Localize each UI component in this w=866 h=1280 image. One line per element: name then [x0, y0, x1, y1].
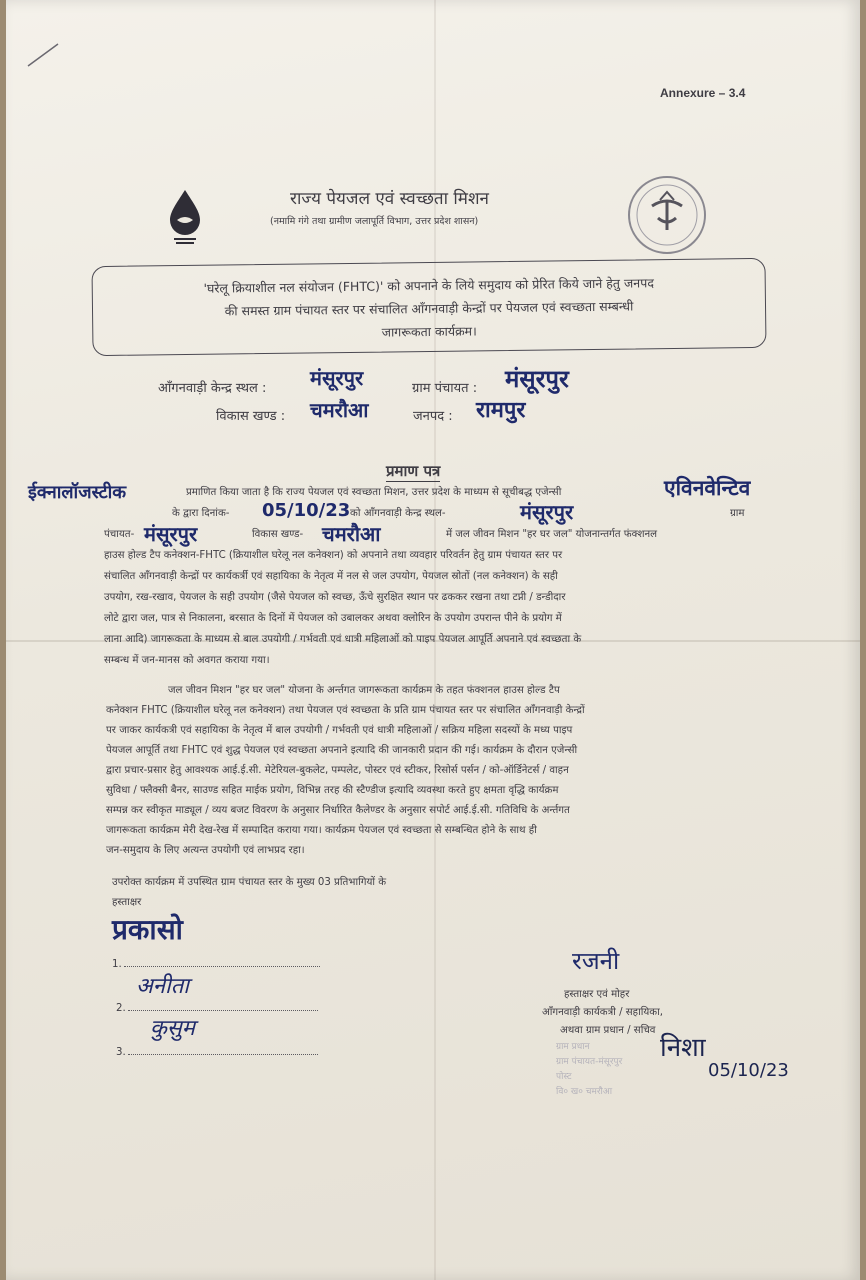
participant-3-line — [128, 1054, 318, 1055]
para1-line4: हाउस होल्ड टैप कनेक्शन-FHTC (क्रियाशील घरेलू नल कनेक्शन) को अपनाने तथा व्यवहार परिवर्तन हेतु ग्राम पंचायत स्तर पर — [104, 550, 563, 561]
participant-1-line — [124, 966, 320, 967]
participant-3-signature: कुसुम — [150, 1016, 195, 1041]
stamp-line-3: पोस्ट — [556, 1072, 572, 1082]
program-title-line-1: 'घरेलू क्रियाशील नल संयोजन (FHTC)' को अपनाने के लिये समुदाय को प्रेरित किये जाने हेतु जनपद — [203, 275, 655, 296]
para2-line1: जल जीवन मिशन "हर घर जल" योजना के अर्न्तगत जागरूकता कार्यक्रम के तहत फंक्शनल हाउस होल्ड टैप — [168, 685, 560, 696]
participant-2-signature: अनीता — [136, 974, 189, 999]
para2-line7: सम्पन्न कर स्वीकृत माड्यूल / व्यय बजट विवरण के अनुसार निर्धारित कैलेण्डर के अनुसार सपोर्ट आई.ई.सी. गतिविधि के अर्न्तगत — [106, 805, 570, 816]
annexure-label: Annexure – 3.4 — [660, 86, 746, 100]
organization-subtitle: (नमामि गंगे तथा ग्रामीण जलापूर्ति विभाग, उत्तर प्रदेश शासन) — [270, 216, 479, 227]
signatory-label-1: हस्ताक्षर एवं मोहर — [564, 989, 630, 1000]
handwritten-agency-name: एविनवेन्टिव — [664, 476, 751, 500]
water-mission-logo-icon — [160, 186, 210, 246]
participant-3-number: 3. — [116, 1047, 126, 1058]
para1-line2c: ग्राम — [730, 508, 745, 519]
para2-line4: पेयजल आपूर्ति तथा FHTC एवं शुद्ध पेयजल एवं स्वच्छता अपनाने इत्यादि की जानकारी प्रदान की गई। कार्यक्रम के दौरान एजेन्सी — [106, 745, 578, 756]
program-title-box — [91, 258, 766, 356]
worker-signature: रजनी — [572, 947, 620, 975]
para1-line9: सम्बन्ध में जन-मानस को अवगत कराया गया। — [104, 655, 270, 666]
participant-2-number: 2. — [116, 1003, 126, 1014]
para1-line2a: के द्वारा दिनांक- — [172, 508, 230, 519]
block-value: चमरौआ — [310, 398, 369, 422]
participants-signature-label: हस्ताक्षर — [112, 897, 142, 908]
stamp-line-4: वि० ख० चमरौआ — [556, 1087, 613, 1097]
district-value: रामपुर — [476, 398, 526, 423]
para1-line2b: को आँगनवाड़ी केन्द्र स्थल- — [350, 508, 446, 519]
handwritten-panchayat: मंसूरपुर — [144, 522, 198, 546]
para1-line7: लोटे द्वारा जल, पात्र से निकालना, बरसात के दिनों में पेयजल को उबालकर अथवा क्लोरिन के उपयोग उपरान्त पीने के प्रयोग में — [104, 613, 562, 624]
para1-line8: लाना आदि) जागरूकता के माध्यम से बाल उपयोगी / गर्भवती एवं धात्री महिलाओं को पाइप पेयजल आपूर्ति अपनाने एवं स्वच्छता के — [104, 634, 582, 645]
centre-label: आँगनवाड़ी केन्द्र स्थल : — [158, 381, 267, 396]
para1-line6: उपयोग, रख-रखाव, पेयजल के सही उपयोग (जैसे पेयजल को स्वच्छ, ऊँचे सुरक्षित स्थान पर ढककर रखना तथा टप्नी / डन्डीदार — [104, 592, 566, 603]
organization-title: राज्य पेयजल एवं स्वच्छता मिशन — [290, 189, 489, 209]
handwritten-date: 05/10/23 — [262, 500, 351, 521]
stamp-line-2: ग्राम पंचायत-मंसूरपुर — [556, 1057, 623, 1067]
para2-line3: पर जाकर कार्यकत्री एवं सहायिका के नेतृत्व में बाल उपयोगी / गर्भवती एवं धात्री महिलाओं / सक्रिय महिला सदस्यों के मध्य पाइप — [106, 725, 573, 736]
handwritten-village: मंसूरपुर — [520, 500, 574, 524]
para2-line9: जन-समुदाय के लिए अत्यन्त उपयोगी एवं लाभप्रद रहा। — [106, 845, 305, 856]
handwritten-block: चमरौआ — [322, 522, 381, 546]
panchayat-label: ग्राम पंचायत : — [412, 381, 478, 396]
panchayat-value: मंसूरपुर — [505, 365, 569, 393]
para1-line3b: विकास खण्ड- — [252, 529, 304, 540]
participant-2-line — [128, 1010, 318, 1011]
signatory-label-3: अथवा ग्राम प्रधान / सचिव — [560, 1025, 656, 1036]
stamp-line-1: ग्राम प्रधान — [556, 1042, 590, 1052]
pradhan-signature-date: 05/10/23 — [708, 1060, 789, 1081]
para2-line2: कनेक्शन FHTC (क्रियाशील घरेलू नल कनेक्शन) तथा पेयजल एवं स्वच्छता के प्रति ग्राम पंचायत स्तर पर संचालित आँगनवाड़ी केन्द्रों — [106, 705, 585, 716]
pradhan-signature: निशा — [660, 1033, 706, 1063]
para2-line8: जागरूकता कार्यक्रम मेरी देख-रेख में सम्पादित कराया गया। कार्यक्रम पेयजल एवं स्वच्छता से सम्बन्धित होने के साथ ही — [106, 825, 537, 836]
handwritten-agency-prefix: ईक्नालॉजस्टीक — [28, 482, 127, 503]
para1-line3c: में जल जीवन मिशन "हर घर जल" योजनान्तर्गत फंक्शनल — [446, 529, 658, 540]
participant-1-number: 1. — [112, 959, 122, 970]
para1-line1: प्रमाणित किया जाता है कि राज्य पेयजल एवं स्वच्छता मिशन, उत्तर प्रदेश के माध्यम से सूचीबद्ध एजेन्सी — [186, 487, 562, 498]
centre-value: मंसूरपुर — [310, 366, 364, 390]
block-label: विकास खण्ड : — [216, 409, 286, 424]
para2-line5: द्वारा प्रचार-प्रसार हेतु आवश्यक आई.ई.सी. मेटेरियल-बुकलेट, पम्पलेट, पोस्टर एवं स्टीकर, रिसोर्स पर्सन / को-ऑर्डिनेटर्स / वाहन — [106, 765, 569, 776]
para1-line3a: पंचायत- — [104, 529, 135, 540]
participants-intro: उपरोक्त कार्यक्रम में उपस्थित ग्राम पंचायत स्तर के मुख्य 03 प्रतिभागियों के — [112, 877, 387, 888]
district-label: जनपद : — [413, 409, 453, 424]
program-title-line-3: जागरूकता कार्यक्रम। — [381, 323, 477, 340]
participant-1-signature: प्रकासो — [112, 913, 183, 946]
para1-line5: संचालित आँगनवाड़ी केन्द्रों पर कार्यकर्त्री एवं सहायिका के नेतृत्व में नल से जल उपयोग, पेयजल स्रोतों (नल कनेक्शन) के सही — [104, 571, 558, 582]
up-government-emblem-icon — [622, 170, 712, 260]
signatory-label-2: आँगनवाड़ी कार्यकत्री / सहायिका, — [542, 1007, 663, 1018]
para2-line6: सुविधा / फ्लैक्सी बैनर, साउण्ड सहित माईक प्रयोग, विभिन्न तरह की स्टैण्डीज इत्यादि व्यवस्था करते हुए क्षमता वृद्धि कार्यक्रम — [106, 785, 559, 796]
pen-mark — [24, 40, 64, 70]
certificate-title: प्रमाण पत्र — [386, 462, 441, 480]
program-title-line-2: की समस्त ग्राम पंचायत स्तर पर संचालित आँगनवाड़ी केन्द्रों पर पेयजल एवं स्वच्छता सम्बन्धी — [224, 298, 634, 319]
